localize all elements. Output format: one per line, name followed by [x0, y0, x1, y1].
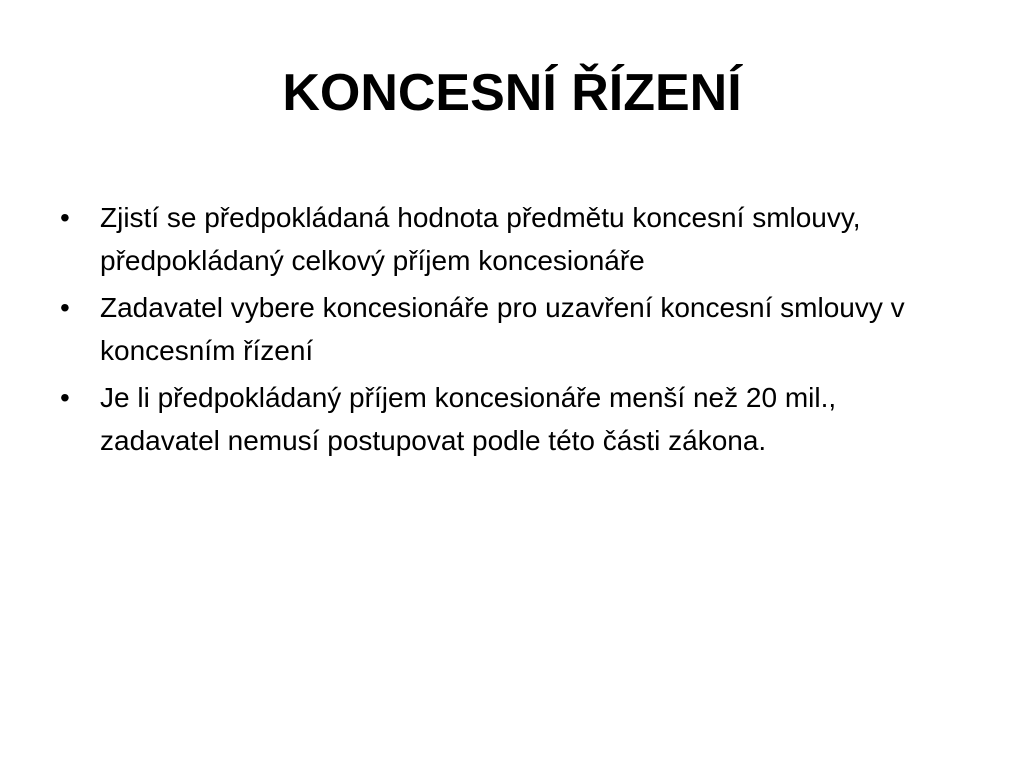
bullet-icon: •	[60, 202, 70, 233]
list-item	[60, 286, 960, 372]
slide-title: KONCESNÍ ŘÍZENÍ	[282, 64, 742, 122]
bullet-icon: •	[60, 292, 70, 323]
bullet-text: Je li předpokládaný příjem koncesionáře menší než 20 mil., zadavatel nemusí postupovat podle této části zákona.	[100, 382, 837, 456]
list-item	[60, 376, 960, 462]
bullet-list	[60, 196, 960, 466]
bullet-text: Zadavatel vybere koncesionáře pro uzavření koncesní smlouvy v koncesním řízení	[100, 292, 905, 366]
bullet-text: Zjistí se předpokládaná hodnota předmětu koncesní smlouvy, předpokládaný celkový příjem koncesionáře	[100, 202, 861, 276]
bullet-icon: •	[60, 382, 70, 413]
list-item	[60, 196, 960, 282]
